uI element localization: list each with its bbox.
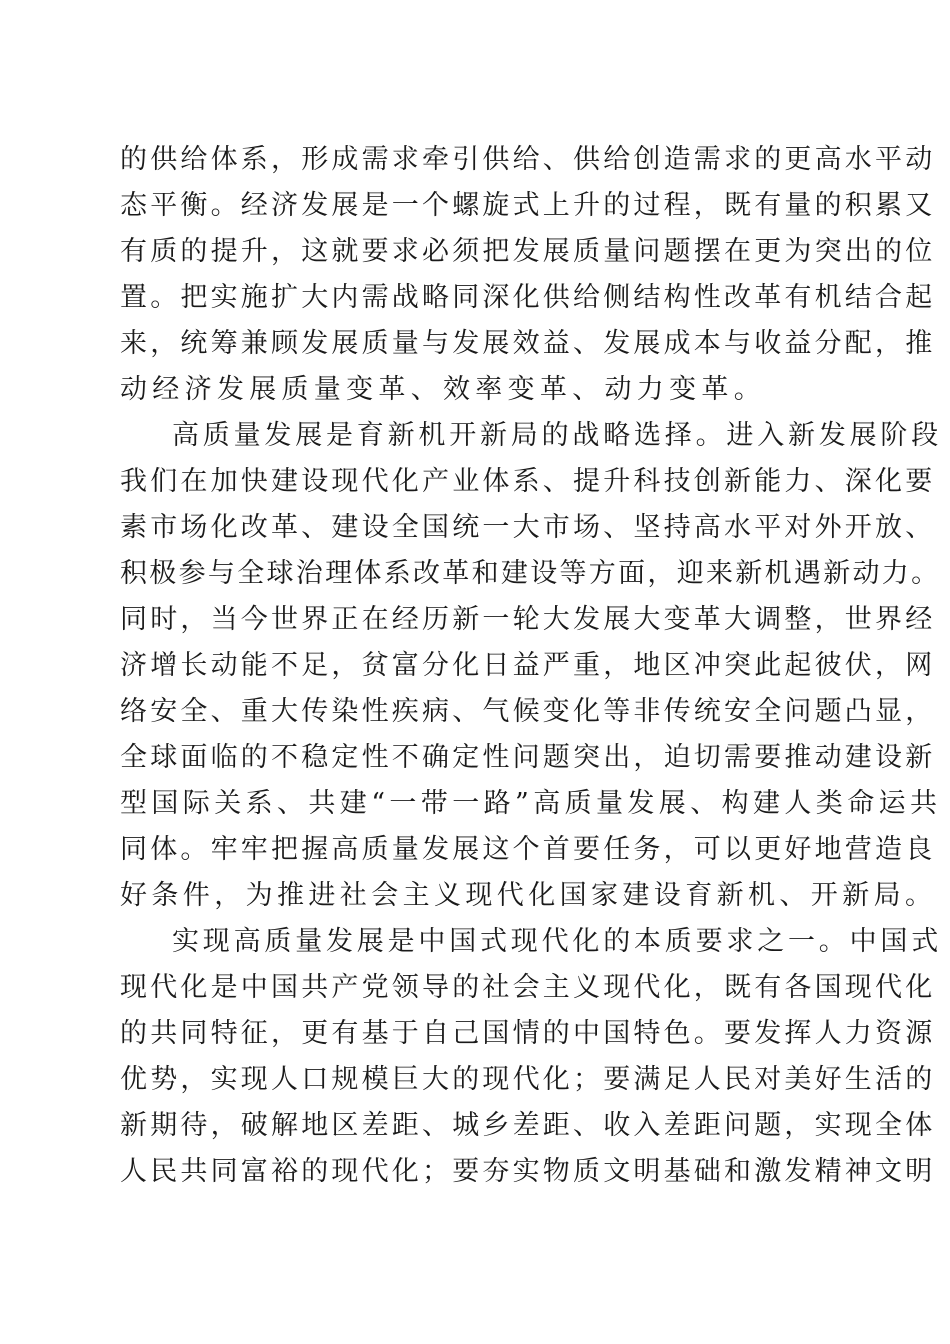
text-line: 动经济发展质量变革、效率变革、动力变革。 bbox=[120, 374, 766, 405]
paragraph-first-line: 高质量发展是育新机开新局的战略选择。进入新发展阶段 bbox=[172, 420, 942, 451]
text-line: 人民共同富裕的现代化；要夯实物质文明基础和激发精神文明 bbox=[120, 1156, 936, 1187]
text-line: 态平衡。经济发展是一个螺旋式上升的过程，既有量的积累又 bbox=[120, 190, 936, 221]
text-line: 素市场化改革、建设全国统一大市场、坚持高水平对外开放、 bbox=[120, 512, 936, 543]
text-line: 我们在加快建设现代化产业体系、提升科技创新能力、深化要 bbox=[120, 466, 936, 497]
text-line: 同时，当今世界正在经历新一轮大发展大变革大调整，世界经 bbox=[120, 604, 936, 635]
text-line: 络安全、重大传染性疾病、气候变化等非传统安全问题凸显， bbox=[120, 696, 936, 727]
text-line: 型国际关系、共建“一带一路”高质量发展、构建人类命运共 bbox=[120, 788, 942, 819]
text-line: 置。把实施扩大内需战略同深化供给侧结构性改革有机结合起 bbox=[120, 282, 936, 313]
text-line: 来，统筹兼顾发展质量与发展效益、发展成本与收益分配，推 bbox=[120, 328, 936, 359]
text-line: 有质的提升，这就要求必须把发展质量问题摆在更为突出的位 bbox=[120, 236, 936, 267]
text-line: 优势，实现人口规模巨大的现代化；要满足人民对美好生活的 bbox=[120, 1064, 936, 1095]
text-line: 好条件，为推进社会主义现代化国家建设育新机、开新局。 bbox=[120, 880, 937, 911]
text-line: 的供给体系，形成需求牵引供给、供给创造需求的更高水平动 bbox=[120, 144, 936, 175]
paragraph-first-line: 实现高质量发展是中国式现代化的本质要求之一。中国式 bbox=[172, 926, 942, 957]
text-line: 同体。牢牢把握高质量发展这个首要任务，可以更好地营造良 bbox=[120, 834, 936, 865]
text-line: 积极参与全球治理体系改革和建设等方面，迎来新机遇新动力。 bbox=[120, 558, 941, 589]
text-line: 全球面临的不稳定性不确定性问题突出，迫切需要推动建设新 bbox=[120, 742, 936, 773]
text-line: 新期待，破解地区差距、城乡差距、收入差距问题，实现全体 bbox=[120, 1110, 936, 1141]
text-line: 现代化是中国共产党领导的社会主义现代化，既有各国现代化 bbox=[120, 972, 936, 1003]
text-line: 济增长动能不足，贫富分化日益严重，地区冲突此起彼伏，网 bbox=[120, 650, 936, 681]
text-line: 的共同特征，更有基于自己国情的中国特色。要发挥人力资源 bbox=[120, 1018, 936, 1049]
